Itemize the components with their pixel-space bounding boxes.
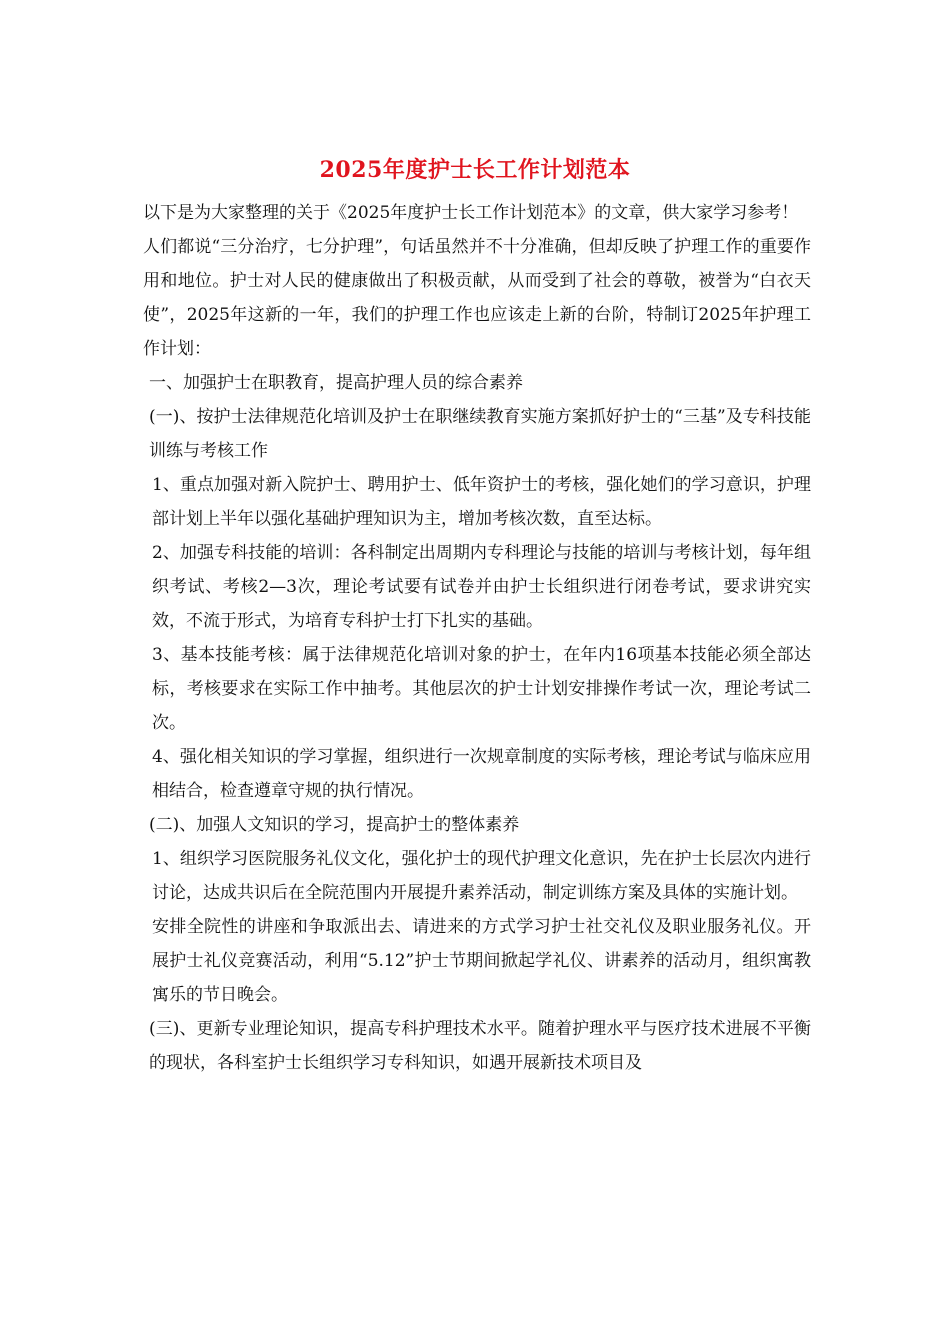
paragraph-etiquette: 安排全院性的讲座和争取派出去、请进来的方式学习护士社交礼仪及职业服务礼仪。开展护士礼仪竞赛活动，利用“5.12”护士节期间掀起学礼仪、讲素养的活动月，组织寓教寓乐的节日晚会。 xyxy=(152,917,811,1005)
list-item-3: 3、基本技能考核：属于法律规范化培训对象的护士，在年内16项基本技能必须全部达标，考核要求在实际工作中抽考。其他层次的护士计划安排操作考试一次，理论考试二次。 xyxy=(152,645,811,733)
subsection-heading-2: (二)、加强人文知识的学习，提高护士的整体素养 xyxy=(149,815,520,835)
list-item-1: 1、重点加强对新入院护士、聘用护士、低年资护士的考核，强化她们的学习意识，护理部计划上半年以强化基础护理知识为主，增加考核次数，直至达标。 xyxy=(152,475,811,529)
subsection-heading-3: (三)、更新专业理论知识，提高专科护理技术水平。随着护理水平与医疗技术进展不平衡的现状，各科室护士长组织学习专科知识，如遇开展新技术项目及 xyxy=(149,1019,811,1073)
document-body xyxy=(143,196,811,1080)
list-item-4: 4、强化相关知识的学习掌握，组织进行一次规章制度的实际考核，理论考试与临床应用相结合，检查遵章守规的执行情况。 xyxy=(152,747,811,801)
paragraph-background: 人们都说“三分治疗，七分护理”，句话虽然并不十分准确，但却反映了护理工作的重要作用和地位。护士对人民的健康做出了积极贡献，从而受到了社会的尊敬，被誉为“白衣天使”，2025年这新的一年，我们的护理工作也应该走上新的台阶，特制订2025年护理工作计划： xyxy=(143,237,811,359)
subsection-heading-1: (一)、按护士法律规范化培训及护士在职继续教育实施方案抓好护士的“三基”及专科技能训练与考核工作 xyxy=(149,407,811,461)
list-item-5: 1、组织学习医院服务礼仪文化，强化护士的现代护理文化意识，先在护士长层次内进行讨论，达成共识后在全院范围内开展提升素养活动，制定训练方案及具体的实施计划。 xyxy=(152,849,811,903)
document-title: 2025年度护士长工作计划范本 xyxy=(319,157,631,183)
paragraph-intro: 以下是为大家整理的关于《2025年度护士长工作计划范本》的文章，供大家学习参考！ xyxy=(143,203,799,223)
section-heading-1: 一、加强护士在职教育，提高护理人员的综合素养 xyxy=(149,373,523,393)
list-item-2: 2、加强专科技能的培训：各科制定出周期内专科理论与技能的培训与考核计划，每年组织考试、考核2—3次，理论考试要有试卷并由护士长组织进行闭卷考试，要求讲究实效，不流于形式，为培育专科护士打下扎实的基础。 xyxy=(152,543,811,631)
